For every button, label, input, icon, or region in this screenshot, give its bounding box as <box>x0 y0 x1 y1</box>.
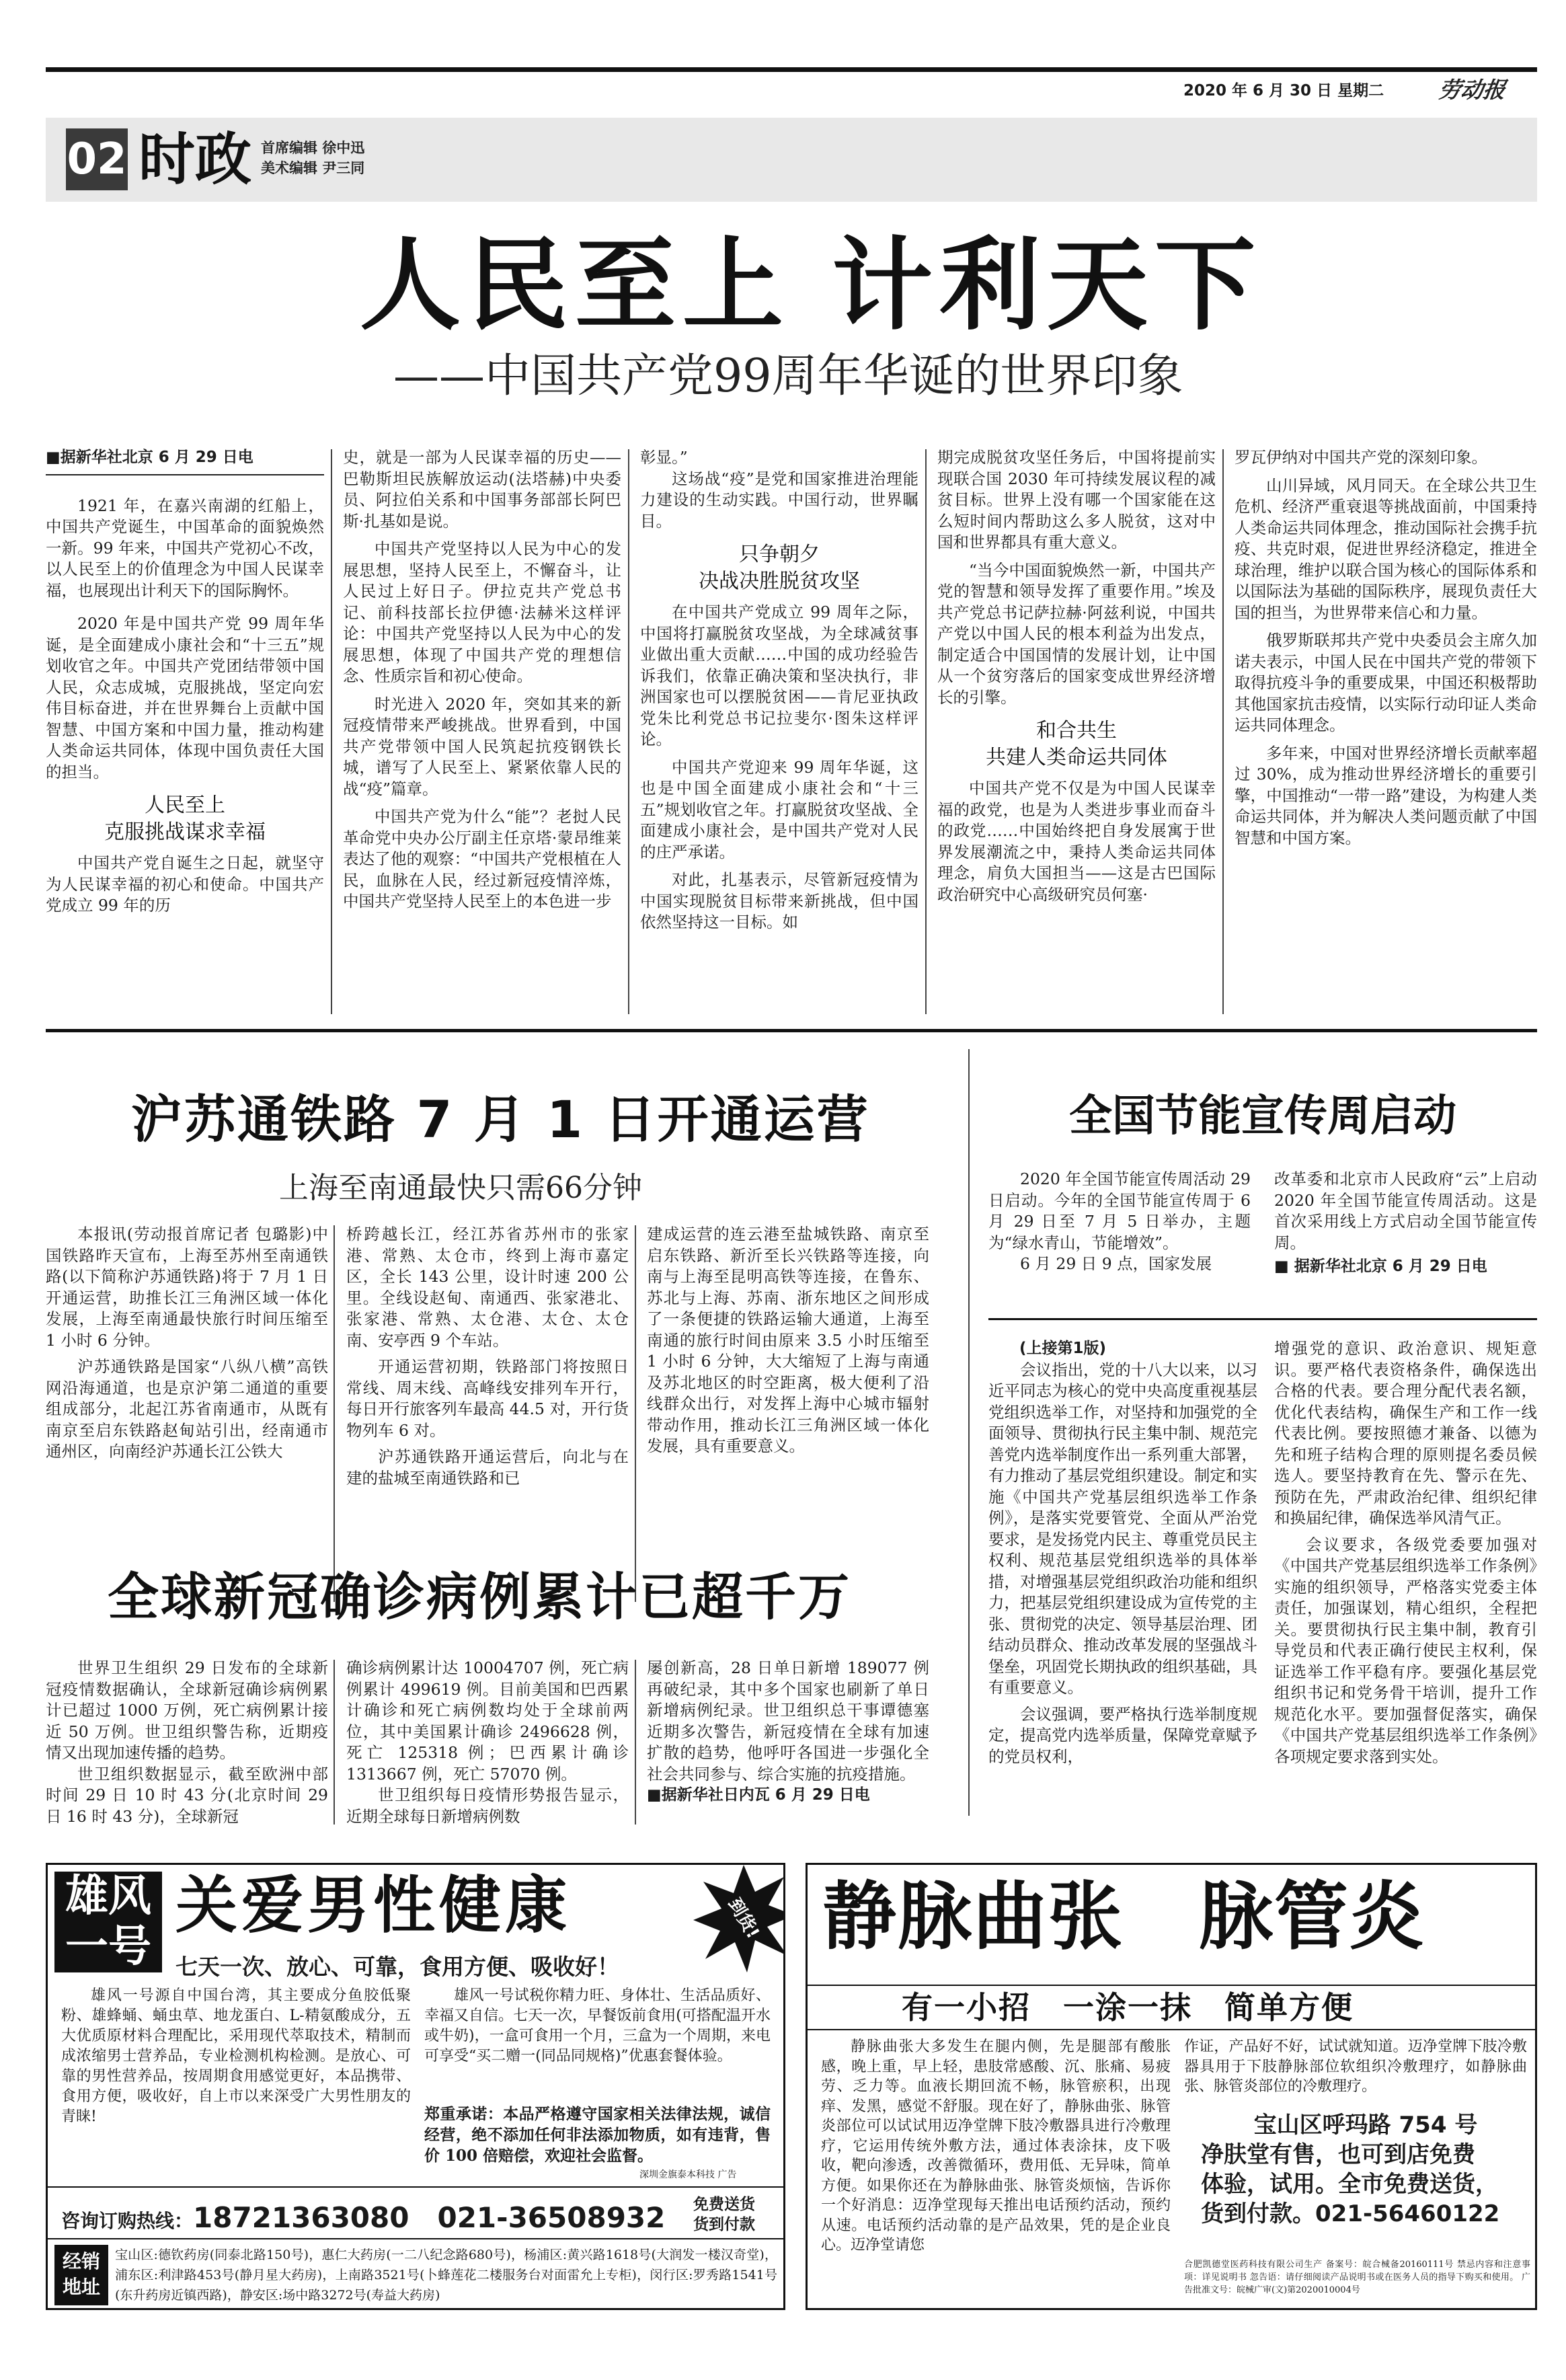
ad-rule <box>48 2238 785 2239</box>
ad-varicose-contact: 宝山区呼玛路 754 号 净肤堂有售，也可到店免费 体验，试用。全市免费送货， 货到付款。021-56460122 <box>1201 2112 1500 2227</box>
rail-column-2: 桥跨越长江，经江苏省苏州市的张家港、常熟、太仓市，终到上海市嘉定区，全长 143 公里，设计时速 200 公里。全线设赵甸、南通西、张家港北、张家港、常熟、太仓港、太仓、太仓南、安亭西 9 个车站。 开通运营初期，铁路部门将按照日常线、周末线、高峰线安排列车开行，每日开行旅客列车最高 44.5 对，开行货物列车 6 对。 沪苏通铁路开通运营后，向北与在建的盐城至南通铁路和已 <box>346 1225 629 1488</box>
ad-brand-box: 雄风 一号 <box>54 1872 162 1972</box>
covid-dateline: ■据新华社日内瓦 6 月 29 日电 <box>647 1786 870 1804</box>
covid-headline: 全球新冠确诊病例累计已超千万 <box>108 1567 851 1627</box>
vertical-rule <box>968 1049 970 1816</box>
lead-headline: 人民至上 计利天下 <box>360 227 1263 344</box>
column-divider <box>628 449 629 1014</box>
ad-rule <box>48 2186 785 2188</box>
ad-rule <box>808 1985 1537 1986</box>
lead-subhead-1: 人民至上 克服挑战谋求幸福 <box>104 794 266 844</box>
lead-subhead-3: 和合共生 共建人类命运共同体 <box>986 719 1167 769</box>
ad-promise: 郑重承诺：本品严格遵守国家相关法律法规，诚信经营，绝不添加任何非法添加物质，如有违背，售价 100 倍赔偿，欢迎社会监督。 <box>424 2105 771 2165</box>
section-header-bar <box>46 118 1537 202</box>
section-rule <box>46 1029 1537 1032</box>
ad-body-1: 雄风一号源自中国台湾，其主要成分鱼胶低聚粉、雄蜂蛹、蛹虫草、地龙蛋白、L-精氨酸成分，五大优质原材料合理配比，采用现代萃取技术，精制而成浓缩男士营养品，专业检测机构检测。是放心、可靠的男性营养品，按周期食用感觉更好，本品携带、食用方便，吸收好，自上市以来深受广大男性朋友的青睐! <box>61 1987 411 2125</box>
lead-subhead-2: 只争朝夕 决战决胜脱贫攻坚 <box>699 543 860 593</box>
ad-varicose-body-2: 作证，产品好不好，试试就知道。迈净堂牌下肢冷敷器具用于下肢静脉部位软组织冷敷理疗，如静脉曲张、脉管炎部位的冷敷理疗。 <box>1184 2038 1527 2095</box>
issue-date: 2020 年 6 月 30 日 星期二 <box>1183 82 1384 100</box>
section-name: 时政 <box>139 126 252 192</box>
energy-dateline: ■ 据新华社北京 6 月 29 日电 <box>1274 1258 1487 1275</box>
column-divider <box>1222 449 1224 1014</box>
energy-column-2: 改革委和北京市人民政府“云”上启动 2020 年全国节能宣传周活动。这是首次采用线上方式启动全国节能宣传周。 ■ 据新华社北京 6 月 29 日电 <box>1274 1169 1537 1310</box>
covid-column-3: 屡创新高，28 日单日新增 189077 例再破纪录，其中多个国家也刷新了单日新增病例纪录。世卫组织总干事谭德塞近期多次警告，新冠疫情在全球有加速扩散的趋势，他呼吁各国进一步强化全社会共同参与、综合实施的抗疫措施。 ■据新华社日内瓦 6 月 29 日电 <box>647 1658 929 1826</box>
energy-headline: 全国节能宣传周启动 <box>1069 1091 1456 1141</box>
newspaper-logo: 劳动报 <box>1436 77 1508 103</box>
page-number: 02 <box>66 128 128 190</box>
editors: 首席编辑 徐中迅 美术编辑 尹三同 <box>261 140 365 176</box>
ad-tagline: 七天一次、放心、可靠，食用方便、吸收好！ <box>175 1954 619 1980</box>
ad-varicose-fine-print: 合肥凯德堂医药科技有限公司生产 备案号：皖合械备20160111号 禁忌内容和注意事项：详见说明书 忽告语：请仔细阅读产品说明书或在医务人员的指导下购买和使用。 广告批准文号：皖械广审(文)第2020010004号 <box>1184 2260 1530 2295</box>
column-divider <box>334 1225 335 1602</box>
ad-varicose-slogan: 有一小招 一涂一抹 简单方便 <box>902 1989 1354 2026</box>
column-divider <box>635 1225 636 1602</box>
top-rule <box>46 67 1537 72</box>
ad-dealer-label: 经销 地址 <box>54 2245 108 2305</box>
lead-subtitle: ——中国共产党99周年华诞的世界印象 <box>393 350 1183 403</box>
continued-column-1: (上接第1版) 会议指出，党的十八大以来，以习近平同志为核心的党中央高度重视基层党组织选举工作，对坚持和加强党的全面领导、贯彻执行民主集中制、规范完善党内选举制度作出一系列重大部署，有力推动了基层党组织建设。制定和实施《中国共产党基层组织选举工作条例》，是落实党要管党、全面从严治党要求，是发扬党内民主、尊重党员民主权利、规范基层党组织选举的具体举措，对增强基层党组织政治功能和组织力，把基层党组织建设成为宣传党的主张、贯彻党的决定、领导基层治理、团结动员群众、推动改革发展的坚强战斗堡垒，巩固党长期执政的组织基础，具有重要意义。 会议强调，要严格执行选举制度规定，提高党内选举质量，保障党章赋予的党员权利， <box>988 1340 1257 1766</box>
lead-column-5: 罗瓦伊纳对中国共产党的深刻印象。 山川异域，风月同天。在全球公共卫生危机、经济严重衰退等挑战面前，中国秉持人类命运共同体理念，推动国际社会携手抗疫、共克时艰，促进世界经济稳定，推进全球治理，维护以联合国为核心的国际体系和以国际法为基础的国际秩序，展现负责任大国的担当，为世界带来信心和力量。 俄罗斯联邦共产党中央委员会主席久加诺夫表示，中国人民在中国共产党的带领下取得抗疫斗争的重要成果，中国还积极帮助其他国家抗击疫情，以实际行动印证人类命运共同体理念。 多年来，中国对世界经济增长贡献率超过 30%，成为推动世界经济增长的重要引擎，中国推动“一带一路”建设，为构建人类命运共同体，并为解决人类问题贡献了中国智慧和中国方案。 <box>1235 448 1537 847</box>
continued-column-2: 增强党的意识、政治意识、规矩意识。要严格代表资格条件，确保选出合格的代表。要合理分配代表名额，优化代表结构，确保生产和工作一线代表比例。要按照德才兼备、以德为先和班子结构合理的原则提名委员候选人。要坚持教育在先、警示在先、预防在先，严肃政治纪律、组织纪律和换届纪律，确保选举风清气正。 会议要求，各级党委要加强对《中国共产党基层组织选举工作条例》实施的组织领导，严格落实党委主体责任，加强谋划，精心组织，全程把关。要贯彻执行民主集中制，教育引导党员和代表正确行使民主权利，保证选举工作平稳有序。要强化基层党组织书记和党务骨干培训，提升工作规范化水平。要加强督促落实，确保《中国共产党基层组织选举工作条例》各项规定要求落到实处。 <box>1274 1339 1537 1766</box>
ad-dealer-list: 宝山区:德钦药房(同泰北路150号)，惠仁大药房(一二八纪念路680号)，杨浦区:黄兴路1618号(大润发一楼汉奇堂)，浦东区:利津路453号(静月星大药房)，上南路3521号(卜蜂莲花二楼服务台对面雷允上专柜)，闵行区:罗秀路1541号(东升药房近镇西路)，静安区:场中路3272号(寿益大药房) <box>115 2248 777 2303</box>
ad-varicose <box>806 1863 1537 2310</box>
energy-rule <box>988 1318 1537 1320</box>
rail-column-3: 建成运营的连云港至盐城铁路、南京至启东铁路、新沂至长兴铁路等连接，向南与上海至昆明高铁等连接，在鲁东、苏北与上海、苏南、浙东地区之间形成了一条便捷的铁路运输大通道，上海至南通的旅行时间由原来 3.5 小时压缩至 1 小时 6 分钟，大大缩短了上海与南通及苏北地区的时空距离，极大便利了沿线群众出行，对发挥上海中心城市辐射带动作用，推动长江三角洲区域一体化发展，具有重要意义。 <box>647 1225 929 1455</box>
column-divider <box>334 1660 335 1825</box>
lead-column-4: 期完成脱贫攻坚任务后，中国将提前实现联合国 2030 年可持续发展议程的减贫目标。世界上没有哪一个国家能在这么短时间内帮助这么多人脱贫，这对中国和世界都具有重大意义。 “当今中国面貌焕然一新，中国共产党的智慧和领导发挥了重要作用。”埃及共产党总书记萨拉赫·阿兹利说，中国共产党以中国人民的根本利益为出发点，制定适合中国国情的发展计划，让中国从一个贫穷落后的国家变成世界经济增长的引擎。 和合共生 共建人类命运共同体 中国共产党不仅是为中国人民谋幸福的政党，也是为人类进步事业而奋斗的政党……中国始终把自身发展寓于世界发展潮流之中，秉持人类命运共同体理念，肩负大国担当——这是古巴国际政治研究中心高级研究员何塞· <box>937 448 1216 904</box>
lead-column-1: ■据新华社北京 6 月 29 日电 1921 年，在嘉兴南湖的红船上，中国共产党诞生，中国革命的面貌焕然一新。99 年来，中国共产党初心不改，以人民至上的价值理念为中国人民谋幸福，也展现出计利天下的国际胸怀。 2020 年是中国共产党 99 周年华诞，是全面建成小康社会和“十三五”规划收官之年。中国共产党团结带领中国人民，众志成城，克服挑战，坚定向宏伟目标奋进，并在世界舞台上贡献中国智慧、中国方案和中国力量，推动构建人类命运共同体，体现中国负责任大国的担当。 人民至上 克服挑战谋求幸福 中国共产党自诞生之日起，就坚守为人民谋幸福的初心和使命。中国共产党成立 99 年的历 <box>46 449 324 915</box>
lead-dateline: ■据新华社北京 6 月 29 日电 <box>46 449 253 466</box>
covid-column-2: 确诊病例累计达 10004707 例，死亡病例累计 499619 例。目前美国和巴西累计确诊和死亡病例数均处于全球前两位，其中美国累计确诊 2496628 例，死亡 125318 例；巴西累计确诊 1313667 例，死亡 57070 例。 世卫组织每日疫情形势报告显示，近期全球每日新增病例数 <box>346 1658 629 1826</box>
ad-rule <box>808 2029 1537 2030</box>
ad-varicose-body-1: 静脉曲张大多发生在腿内侧，先是腿部有酸胀感，晚上重，早上轻，患肢常感酸、沉、胀痛、易疲劳、乏力等。血液长期回流不畅，脉管瘀积，出现痒、发黑，感觉不舒服。现在好了，静脉曲张、脉管炎部位可以试试用迈净堂牌下肢冷敷器具进行冷敷理疗，它运用传统外敷方法，通过体表涂抹，皮下吸收，靶向渗透，改善微循环，费用低、无异味，简单方便。如果你还在为静脉曲张、脉管炎烦恼，告诉你一个好消息：迈净堂现每天推出电话预约活动，预约从速。电话预约活动靠的是产品效果，凭的是企业良心。迈净堂请您 <box>821 2038 1171 2254</box>
covid-column-1: 世界卫生组织 29 日发布的全球新冠疫情数据确认，全球新冠确诊病例累计已超过 1000 万例，死亡病例累计接近 50 万例。世卫组织警告称，近期疫情又出现加速传播的趋势。 世卫组织数据显示，截至欧洲中部时间 29 日 10 时 43 分(北京时间 29 日 16 时 43 分)，全球新冠 <box>46 1658 328 1826</box>
energy-column-1: 2020 年全国节能宣传周活动 29 日启动。今年的全国节能宣传周于 6 月 29 日至 7 月 5 日举办，主题为“绿水青山，节能增效”。 6 月 29 日 9 点，国家发展 <box>988 1169 1251 1273</box>
ad-delivery: 免费送货 货到付款 <box>693 2196 755 2233</box>
continued-label: (上接第1版) <box>1019 1340 1107 1357</box>
column-divider <box>635 1660 636 1825</box>
ad-body-2: 雄风一号试税你精力旺、身体壮、生活品质好、幸福又自信。七天一次，早餐饭前食用(可搭配温开水或牛奶)，一盒可食用一个月，三盒为一个周期，来电可享受“买二赠一(同品同规格)”优惠套餐体验。 <box>424 1987 771 2065</box>
column-divider <box>331 449 332 1014</box>
lead-column-2: 史，就是一部为人民谋幸福的历史——巴勒斯坦民族解放运动(法塔赫)中央委员、阿拉伯关系和中国事务部部长阿巴斯·扎基如是说。 中国共产党坚持以人民为中心的发展思想，坚持人民至上，不懈奋斗，让人民过上好日子。伊拉克共产党总书记、前科技部长拉伊德·法赫米这样评论：中国共产党坚持以人民为中心的发展思想，体现了中国共产党的理想信念、性质宗旨和初心使命。 时光进入 2020 年，突如其来的新冠疫情带来严峻挑战。世界看到，中国共产党带领中国人民筑起抗疫钢铁长城，谱写了人民至上、紧紧依靠人民的战“疫”篇章。 中国共产党为什么“能”？老挝人民革命党中央办公厅副主任京塔·蒙昂维莱表达了他的观察：“中国共产党根植在人民，血脉在人民，经过新冠疫情淬炼，中国共产党坚持人民至上的本色进一步 <box>343 448 621 911</box>
ad-varicose-headline: 静脉曲张 脉管炎 <box>822 1874 1425 1960</box>
column-divider <box>925 449 927 1014</box>
burst-label: 到货! <box>723 1894 763 1942</box>
ad-fine-print: 深圳金旗泰本科技 广告 <box>639 2170 737 2180</box>
ad-hotline: 咨询订购热线：18721363080 021-36508932 <box>61 2201 666 2234</box>
rail-column-1: 本报讯(劳动报首席记者 包璐影)中国铁路昨天宣布，上海至苏州至南通铁路(以下简称沪苏通铁路)将于 7 月 1 日开通运营，助推长江三角洲区域一体化发展，上海至南通最快旅行时间压缩至 1 小时 6 分钟。 沪苏通铁路是国家“八纵八横”高铁网沿海通道，也是京沪第二通道的重要组成部分，北起江苏省南通市，从既有南京至启东铁路赵甸站引出，经南通市通州区，向南经沪苏通长江公铁大 <box>46 1225 328 1461</box>
lead-column-3: 彰显。” 这场战“疫”是党和国家推进治理能力建设的生动实践。中国行动，世界瞩目。 只争朝夕 决战决胜脱贫攻坚 在中国共产党成立 99 周年之际，中国将打赢脱贫攻坚战，为全球减贫事业做出重大贡献……中国的成功经验告诉我们，依靠正确决策和坚决执行，非洲国家也可以摆脱贫困——肯尼亚执政党朱比利党总书记拉斐尔·图朱这样评论。 中国共产党迎来 99 周年华诞，这也是中国全面建成小康社会和“十三五”规划收官之年。打赢脱贫攻坚战、全面建成小康社会，是中国共产党对人民的庄严承诺。 对此，扎基表示，尽管新冠疫情为中国实现脱贫目标带来新挑战，但中国依然坚持这一目标。如 <box>640 448 918 931</box>
ad-male-health <box>46 1863 785 2310</box>
rail-subtitle: 上海至南通最快只需66分钟 <box>279 1171 642 1205</box>
ad-headline: 关爱男性健康 <box>175 1870 572 1942</box>
rail-headline: 沪苏通铁路 7 月 1 日开通运营 <box>131 1089 870 1149</box>
